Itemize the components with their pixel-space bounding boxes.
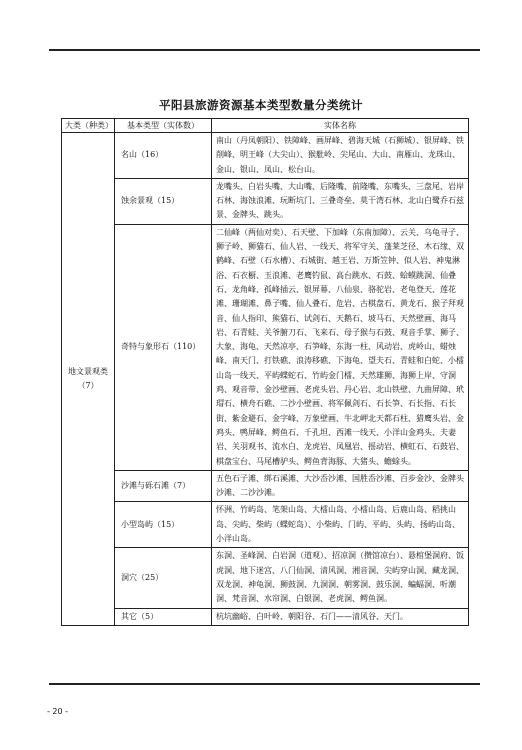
table-row: [62, 470, 469, 502]
table-title: 平阳县旅游资源基本类型数量分类统计: [159, 98, 363, 112]
top-rule: [49, 49, 480, 51]
type-cell: 蚀余景观（15）: [115, 178, 212, 224]
header-names: 实体名称: [212, 119, 469, 133]
names-cell: 南山（丹凤朝阳）、铁障峰、画屏峰、碧海天城（石狮城）、银屏峰、铁削峰、明王峰（大尖山）、猴舭岭、尖尾山、大山、南雁山、龙珠山、金山、银山、凤山、松台山。: [212, 133, 469, 179]
type-cell: 奇特与象形石（110）: [115, 224, 212, 470]
page-number: - 20 -: [47, 707, 69, 716]
table-row: [62, 133, 469, 179]
bottom-rule: [49, 683, 480, 685]
table-row: [62, 608, 469, 625]
table-header-row: [62, 119, 469, 133]
names-cell: 怀洲、竹屿岛、笔架山岛、大檑山岛、小檑山岛、后鹿山岛、稻挑山岛、尖屿、柴屿（蝶蛇岛）、小柴屿、门屿、平屿、头屿、扬屿山岛、小洋山岛。: [212, 502, 469, 548]
table-row: [62, 178, 469, 224]
table-row: [62, 224, 469, 470]
table-row: [62, 548, 469, 608]
type-cell: 小型岛屿（15）: [115, 502, 212, 548]
names-cell: 东洞、圣峰洞、白岩洞（道观）、招凉洞（攒馆凉台）、悬棺堡洞府、饭虎洞、地下迷宫、八门仙洞、清风洞、湘音洞、尖屿穿山洞、藏龙洞、双龙洞、神龟洞、狮鼓洞、九洞洞、朝雾洞、鼓乐洞、蝙蝠洞、听潮洞、梵音洞、水帘洞、白银洞、老虎洞、鳄鱼洞。: [212, 548, 469, 608]
type-cell: 洞穴（25）: [115, 548, 212, 608]
header-category: 大类（种类）: [62, 119, 115, 133]
names-cell: 二仙峰（两仙对奕）、石天壁、下加峰（东南加障）、云关、乌龟寻子、狮子岭、狮猫石、仙人岩、一线天、将军守关、蓬莱芝径、木石缘、双鹤峰、石壁（石水槽）、石城街、越王岩、万斯笠钟、似人岩、神鬼淋浴、石衣橱、玉浪滩、老鹰钓鼠、高台跳水、石鼓、蛤蟆跳洞、仙叠石、龙角峰、孤峰插云、银屏幕、八仙泉、骆驼岩、老龟登天、莲花滩、珊瑚滩、鼻子嘴、仙人叠石、危岩、古棋盘石、黄龙石、猴子拜观音、仙人指印、熊猫石、试剑石、天鹅石、坡马石、天然壁画、海马岩、石青蛙、关爷腑刀石、飞来石、母子猴与石鼓、观音手掌、狮子、大象、海龟、天然凉亭、石笋峰、东海一柱、风动岩、虎岭山、蜡烛峰、南天门、打铁礁、浪涛移礁、下海龟、望夫石、青蛙和白蛇、小檑山岛一线天、平屿蝶蛇石、竹屿金门檑、天然雄狮、海狮上岸、守洞鸡、观音带、金沙壁画、老虎头岩、丹心岩、北山铁壁、九曲屏障、玳瑁石、横舟石礁、二沙小壁画、将军佩剑石、石长笋、石长指、石长街、紫金避石、金字峰、万象壁画、牛北岬北天都石柱、猎鹰头岩、金鸡头、鸭屏峰、鳄鱼石、千孔坦、西滩一线天、小洋山金鸡头、夫妻岩、关羽观书、流水白、龙虎岩、凤凰岩、摇动岩、横虹石、石鼓岩、棋盘宝台、马尾槽驴头、鳄鱼背海豚、大猪头、蟾蜍头。: [212, 224, 469, 470]
names-cell: 五色石子滩、绑石溪滩、大沙岙沙滩、国胜岙沙滩、百步金沙、金牌头沙滩、二沙沙滩。: [212, 470, 469, 502]
category-cell: 地文景观类（7）: [62, 133, 115, 626]
table-row: [62, 502, 469, 548]
header-type: 基本类型（实体数）: [115, 119, 212, 133]
statistics-table: [61, 118, 469, 626]
names-cell: 龙嘴头、白岩头嘴、大山嘴、后隆嘴、前隆嘴、东嘴头、三盘尾、岩岸石林、海蚀浪滩、玩断坑门、三叠奇垒、莫干湾石林、北山白鹭乔石兹景、金牌头、跳头。: [212, 178, 469, 224]
names-cell: 杭坑幽峪、白叶岭、朝阳谷、石门——清风谷、天门。: [212, 608, 469, 625]
type-cell: 名山（16）: [115, 133, 212, 179]
type-cell: 沙滩与砾石滩（7）: [115, 470, 212, 502]
type-cell: 其它（5）: [115, 608, 212, 625]
